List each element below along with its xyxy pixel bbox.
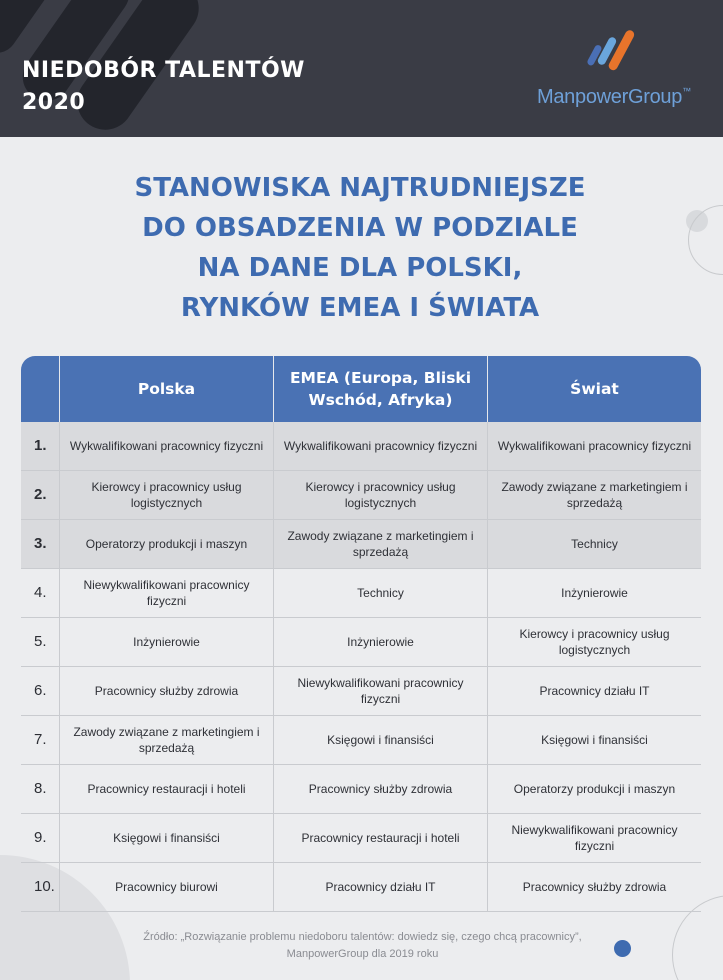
column-header-swiat: Świat [487,356,701,422]
cell-emea: Pracownicy służby zdrowia [273,765,487,814]
table-row [21,765,701,814]
cell-swiat: Pracownicy służby zdrowia [487,863,701,912]
cell-rank: 8. [21,765,59,814]
cell-rank: 5. [21,618,59,667]
cell-polska: Pracownicy restauracji i hoteli [59,765,273,814]
cell-swiat: Inżynierowie [487,569,701,618]
cell-swiat: Księgowi i finansiści [487,716,701,765]
logo-wordmark: ManpowerGroup [537,86,683,108]
cell-swiat: Technicy [487,520,701,569]
cell-swiat: Niewykwalifikowani pracownicy fizyczni [487,814,701,863]
header-title [22,55,305,119]
cell-emea: Księgowi i finansiści [273,716,487,765]
cell-emea: Inżynierowie [273,618,487,667]
cell-rank: 3. [21,520,59,569]
table-row [21,863,701,912]
table-row [21,618,701,667]
table-row [21,667,701,716]
cell-emea: Pracownicy działu IT [273,863,487,912]
cell-polska: Pracownicy służby zdrowia [59,667,273,716]
column-header-emea: EMEA (Europa, Bliski Wschód, Afryka) [273,356,487,422]
table-header [21,356,701,422]
column-header-polska: Polska [59,356,273,422]
cell-rank: 9. [21,814,59,863]
cell-polska: Inżynierowie [59,618,273,667]
table-row [21,569,701,618]
cell-swiat: Pracownicy działu IT [487,667,701,716]
header-banner [0,0,723,137]
cell-polska: Operatorzy produkcji i maszyn [59,520,273,569]
cell-swiat: Operatorzy produkcji i maszyn [487,765,701,814]
cell-polska: Kierowcy i pracownicy usług logistycznych [59,471,273,520]
cell-rank: 2. [21,471,59,520]
column-header-rank [21,356,59,422]
source-line: Źródło: „Rozwiązanie problemu niedoboru talentów: dowiedz się, czego chcą pracownicy”, [143,931,582,943]
cell-swiat: Kierowcy i pracownicy usług logistycznych [487,618,701,667]
table-body [21,422,701,912]
cell-polska: Księgowi i finansiści [59,814,273,863]
cell-emea: Niewykwalifikowani pracownicy fizyczni [273,667,487,716]
logo-text [537,86,691,109]
cell-rank: 4. [21,569,59,618]
page-title-line: DO OBSADZENIA W PODZIALE [142,213,578,243]
source-note [90,929,635,963]
table-row [21,520,701,569]
table-row [21,716,701,765]
cell-polska: Pracownicy biurowi [59,863,273,912]
header-title-line: 2020 [22,90,86,115]
cell-polska: Niewykwalifikowani pracownicy fizyczni [59,569,273,618]
page-title-line: RYNKÓW EMEA I ŚWIATA [180,293,540,323]
cell-rank: 1. [21,422,59,471]
cell-rank: 7. [21,716,59,765]
page-title-line: STANOWISKA NAJTRUDNIEJSZE [134,173,586,203]
cell-polska: Wykwalifikowani pracownicy fizyczni [59,422,273,471]
logo-bars-icon [585,26,645,76]
cell-swiat: Zawody związane z marketingiem i sprzedażą [487,471,701,520]
cell-rank: 6. [21,667,59,716]
cell-polska: Zawody związane z marketingiem i sprzedażą [59,716,273,765]
source-line: ManpowerGroup dla 2019 roku [286,948,439,960]
cell-swiat: Wykwalifikowani pracownicy fizyczni [487,422,701,471]
cell-rank: 10. [21,863,59,912]
manpowergroup-logo [537,26,697,112]
table-row [21,814,701,863]
ranking-table [21,356,701,912]
cell-emea: Pracownicy restauracji i hoteli [273,814,487,863]
header-title-line: NIEDOBÓR TALENTÓW [22,58,305,83]
cell-emea: Wykwalifikowani pracownicy fizyczni [273,422,487,471]
table-row [21,471,701,520]
cell-emea: Technicy [273,569,487,618]
cell-emea: Zawody związane z marketingiem i sprzedażą [273,520,487,569]
logo-trademark: ™ [682,86,691,96]
table-row [21,422,701,471]
page-title-line: NA DANE DLA POLSKI, [197,253,523,283]
cell-emea: Kierowcy i pracownicy usług logistycznych [273,471,487,520]
page-title [40,168,680,328]
